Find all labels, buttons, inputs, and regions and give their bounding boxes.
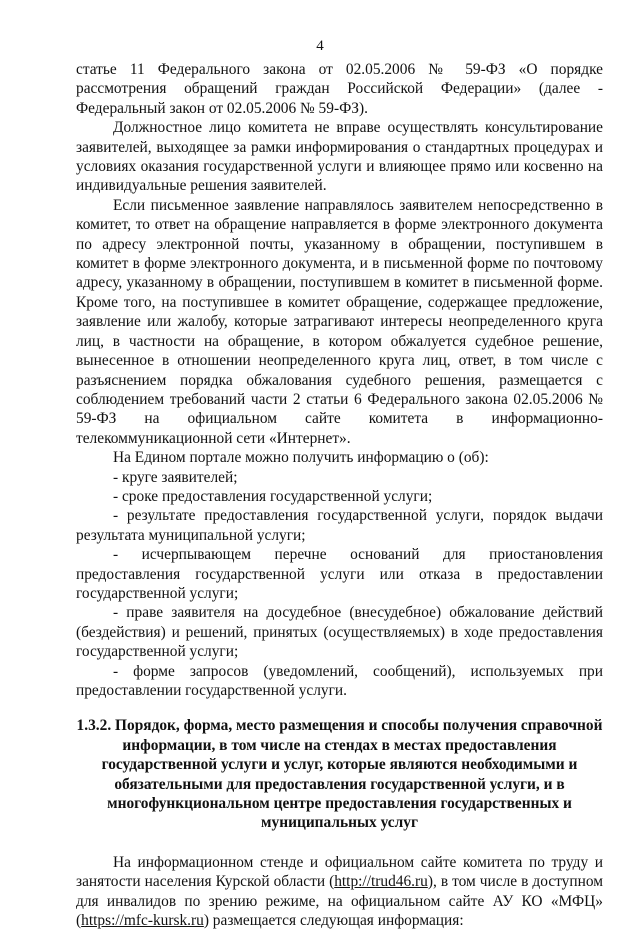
document-body bbox=[76, 60, 603, 930]
trud46-link[interactable]: http://trud46.ru bbox=[334, 873, 428, 891]
list-item: - праве заявителя на досудебное (внесудебное) обжалование действий (бездействия) и решений, принятых (осуществляемых) в ходе предоставления государственной услуги; bbox=[76, 604, 603, 661]
list-item: - исчерпывающем перечне оснований для приостановления предоставления государственной услуги или отказа в предоставлении государственной услуги; bbox=[76, 546, 603, 602]
paragraph-portal-intro: На Едином портале можно получить информацию о (об): bbox=[113, 449, 489, 467]
paragraph-written-request: Если письменное заявление направлялось заявителем непосредственно в комитет, то ответ на обращение направляется в форме электронного документа по адресу электронной почты, указанному в обращении, поступившем в комитет в форме электронного документа, и в письменной форме по почтовому адресу, указанному в обращении, поступившем в комитет в письменной форме. Кроме того, на поступившее в комитет обращение, содержащее предложение, заявление или жалобу, которые затрагивают интересы неопределенного круга лиц, в частности на обращение, в котором обжалуется судебное решение, вынесенное в отношении неопределенного круга лиц, ответ, в том числе с разъяснением порядка обжалования судебного решения, размещается с соблюдением требований части 2 статьи 6 Федерального закона 02.05.2006 № 59-ФЗ на официальном сайте комитета в информационно-телекоммуникационной сети «Интернет». bbox=[76, 196, 603, 447]
list-item: - сроке предоставления государственной услуги; bbox=[113, 487, 433, 505]
info-text-part1: На информационном стенде и официальном сайте комитета по труду и занятости населения Курской области ( bbox=[76, 853, 603, 891]
paragraph-continuation: статье 11 Федерального закона от 02.05.2006 № 59-ФЗ «О порядке рассмотрения обращений граждан Российской Федерации» (далее - Федеральный закон от 02.05.2006 № 59-ФЗ). bbox=[76, 61, 603, 117]
page-number: 4 bbox=[316, 38, 324, 54]
info-text-part3: ) размещается следующая информация: bbox=[203, 912, 464, 930]
mfc-kursk-link[interactable]: https://mfc-kursk.ru bbox=[81, 912, 204, 930]
paragraph-consultation: Должностное лицо комитета не вправе осуществлять консультирование заявителей, выходящее за рамки информирования о стандартных процедурах и условиях оказания государственной услуги и влияющее прямо или косвенно на индивидуальные решения заявителей. bbox=[76, 119, 603, 195]
list-item: - круге заявителей; bbox=[113, 468, 238, 486]
info-text-part2: ), в том числе в доступном для инвалидов по зрению режиме, на официальном сайте АУ КО «МФЦ» ( bbox=[76, 873, 603, 930]
list-item: - форме запросов (уведомлений, сообщений), используемых при предоставлении государственной услуги. bbox=[76, 662, 603, 699]
section-heading: 1.3.2. Порядок, форма, место размещения и способы получения справочной информации, в том числе на стендах в местах предоставления государственной услуги и услуг, которые являются необходимыми и обязательными для предоставления государственной услуги, и в многофункциональном центре предоставления государственных и муниципальных услуг bbox=[76, 717, 603, 832]
list-item: - результате предоставления государственной услуги, порядок выдачи результата муниципальной услуги; bbox=[76, 507, 603, 544]
paragraph-info-stand bbox=[76, 853, 603, 930]
